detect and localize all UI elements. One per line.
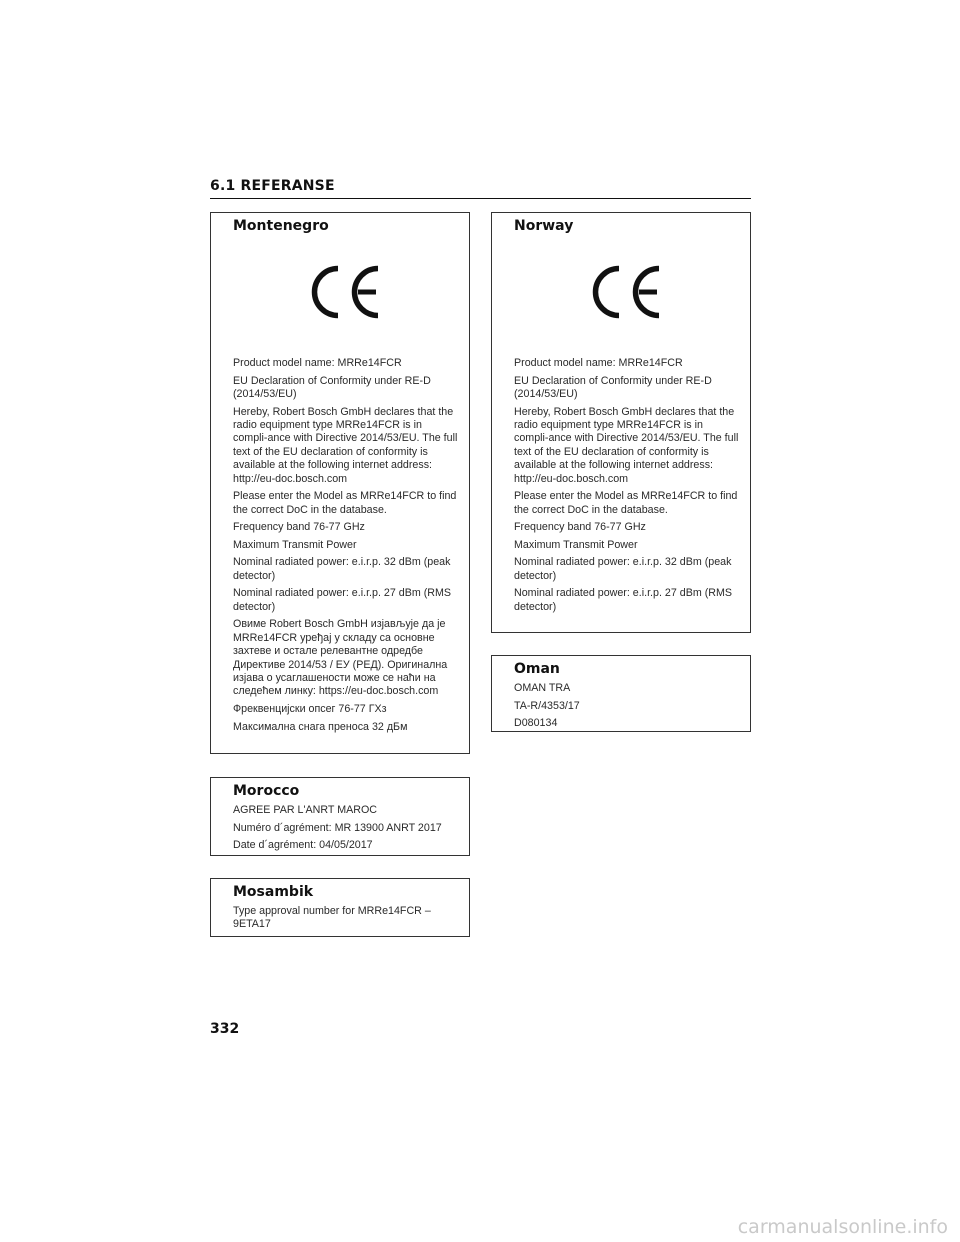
paragraph: Date d´agrément: 04/05/2017 — [233, 839, 373, 852]
paragraph: Фреквенцијски опсег 76-77 ГХз — [233, 703, 387, 716]
card-oman — [491, 655, 751, 732]
paragraph: Hereby, Robert Bosch GmbH declares that the radio equipment type MRRe14FCR is in compli-ance with Directive 2014/53/EU. The full text of the EU declaration of conformity is available at the following internet address: http://eu-doc.bosch.com — [233, 405, 458, 485]
card-norway — [491, 212, 751, 633]
page-number: 332 — [210, 1021, 240, 1037]
ce-mark-icon — [308, 263, 384, 321]
paragraph: Frequency band 76-77 GHz — [514, 521, 646, 534]
paragraph: AGREE PAR L'ANRT MAROC — [233, 804, 377, 816]
watermark: carmanualsonline.info — [737, 1216, 948, 1238]
paragraph: OMAN TRA — [514, 682, 571, 694]
card-morocco — [210, 777, 470, 856]
ce-mark-icon — [589, 263, 665, 321]
paragraph: EU Declaration of Conformity under RE-D (2014/53/EU) — [514, 374, 712, 400]
paragraph: Frequency band 76-77 GHz — [233, 521, 365, 534]
paragraph: Максимална снага преноса 32 дБм — [233, 720, 408, 733]
card-title-norway: Norway — [514, 218, 574, 234]
card-montenegro — [210, 212, 470, 754]
paragraph: Овиме Robert Bosch GmbH изјављује да је MRRe14FCR уређај у складу са основне захтеве и остале релевантне одредбе Директиве 2014/53 / ЕУ (РЕД). Оригинална изјава о усаглашености може се наћи на следећем линку: https://eu-doc.bosch.com — [233, 618, 448, 698]
card-title-mosambik: Mosambik — [233, 884, 314, 900]
card-title-montenegro: Montenegro — [233, 218, 329, 234]
paragraph: Maximum Transmit Power — [514, 538, 638, 551]
section-title: 6.1 REFERANSE — [210, 178, 335, 194]
paragraph: Maximum Transmit Power — [233, 538, 357, 551]
paragraph: Product model name: MRRe14FCR — [514, 357, 683, 369]
ce-mark-container — [514, 239, 740, 357]
paragraph: Hereby, Robert Bosch GmbH declares that the radio equipment type MRRe14FCR is in compli-ance with Directive 2014/53/EU. The full text of the EU declaration of conformity is available at the following internet address: http://eu-doc.bosch.com — [514, 405, 739, 485]
paragraph: EU Declaration of Conformity under RE-D (2014/53/EU) — [233, 374, 431, 400]
paragraph: D080134 — [514, 717, 558, 730]
paragraph: Nominal radiated power: e.i.r.p. 32 dBm (peak detector) — [233, 556, 451, 582]
paragraph: Nominal radiated power: e.i.r.p. 27 dBm (RMS detector) — [514, 587, 732, 613]
card-mosambik — [210, 878, 470, 937]
paragraph: Nominal radiated power: e.i.r.p. 32 dBm (peak detector) — [514, 556, 732, 582]
paragraph: Nominal radiated power: e.i.r.p. 27 dBm (RMS detector) — [233, 587, 451, 613]
paragraph: Numéro d´agrément: MR 13900 ANRT 2017 — [233, 821, 442, 834]
paragraph: Please enter the Model as MRRe14FCR to find the correct DoC in the database. — [514, 490, 738, 516]
paragraph: Product model name: MRRe14FCR — [233, 357, 402, 369]
section-divider — [210, 198, 751, 199]
ce-mark-container — [233, 239, 459, 357]
paragraph: Please enter the Model as MRRe14FCR to find the correct DoC in the database. — [233, 490, 457, 516]
card-title-oman: Oman — [514, 661, 560, 677]
paragraph: Type approval number for MRRe14FCR – 9ETA17 — [233, 905, 431, 931]
paragraph: TA-R/4353/17 — [514, 699, 580, 712]
card-title-morocco: Morocco — [233, 783, 300, 799]
